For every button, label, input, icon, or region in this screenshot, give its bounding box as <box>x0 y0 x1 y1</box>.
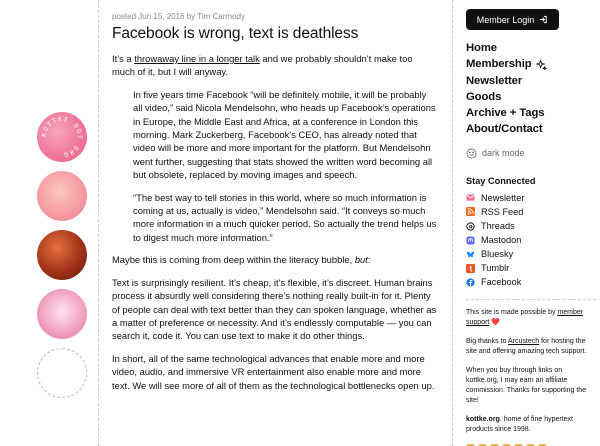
decor-dots <box>37 112 89 407</box>
nav-archive[interactable] <box>466 105 596 121</box>
hosting-note <box>466 337 596 357</box>
ring-text: KOTTKE DOT ORG <box>40 115 84 159</box>
social-mastodon[interactable] <box>466 233 596 247</box>
social-rss[interactable] <box>466 205 596 219</box>
newsletter-icon <box>466 193 475 202</box>
nav-membership-label: Membership <box>466 58 532 71</box>
support-pre: This site is made possible by <box>466 309 558 317</box>
social-tumblr[interactable] <box>466 261 596 275</box>
sparkle-icon <box>536 59 547 70</box>
social-bluesky-label: Bluesky <box>481 249 514 260</box>
social-bluesky[interactable] <box>466 247 596 261</box>
social-newsletter[interactable] <box>466 191 596 205</box>
divider-right <box>452 0 453 446</box>
nav-membership[interactable] <box>466 56 596 72</box>
p3-em: but <box>354 254 368 266</box>
decor-dot-empty <box>37 348 87 398</box>
footer-rest: . home of fine hypertext products since 1998. <box>466 416 573 434</box>
social-newsletter-label: Newsletter <box>481 192 525 203</box>
dark-mode-label: dark mode <box>482 148 525 159</box>
thanks-post: for hosting the site and offering amazing tech support. <box>466 338 587 356</box>
p3-pre: Maybe this is coming from deep within the literacy bubble, <box>112 254 355 266</box>
nav-archive-label: Archive + Tags <box>466 107 545 120</box>
paragraph-4: Text is surprisingly resilient. It’s cheap, it’s flexible, it’s discreet. Human brains process it absurdly well considering there’s nothing really built-in for it. Plenty of people can deal with text better than they can spoken language, whether as a matter of preference or necessity. And it’s endlessly computable — you can search it, code it. You can use text to make it do other things. <box>112 276 437 342</box>
main-nav <box>466 40 596 138</box>
article <box>112 12 438 401</box>
nav-home-label: Home <box>466 42 497 54</box>
paragraph-3 <box>112 253 438 266</box>
rss-icon <box>466 207 475 216</box>
nav-goods-label: Goods <box>466 90 502 103</box>
social-links <box>466 191 596 290</box>
intro-post: and we probably shouldn’t make too much of it, but I will anyway. <box>112 53 413 78</box>
social-mastodon-label: Mastodon <box>481 235 522 246</box>
byline: posted Jun 15, 2016 by Tim Carmody <box>112 12 245 21</box>
sidebar <box>466 9 596 446</box>
member-support-link[interactable]: member support <box>466 309 584 327</box>
facebook-icon <box>466 278 475 287</box>
arcustech-link[interactable]: Arcustech <box>508 338 540 346</box>
thanks-pre: Big thanks to <box>466 338 509 346</box>
talk-link[interactable]: throwaway line in a longer talk <box>134 53 260 64</box>
sidebar-divider <box>466 299 596 300</box>
kottke-ring-logo <box>37 112 87 162</box>
p3-post: : <box>367 254 371 266</box>
tumblr-icon <box>466 264 475 273</box>
footer-note <box>466 415 596 435</box>
nav-home[interactable] <box>466 40 596 56</box>
heart-icon: ❤️ <box>491 319 501 327</box>
login-arrow-icon <box>539 15 548 24</box>
nav-goods[interactable] <box>466 89 596 105</box>
kottke-logo-dot[interactable] <box>37 112 87 162</box>
threads-icon <box>466 222 475 231</box>
paragraph-5: In short, all of the same technological advances that enable more and more video, audio, and immersive VR entertainment also enable more and more text. We will see more of all of them as the technological bottlenecks open up. <box>112 352 435 391</box>
social-threads[interactable] <box>466 219 596 233</box>
dark-mode-toggle[interactable] <box>466 148 596 159</box>
social-facebook[interactable] <box>466 275 596 289</box>
mastodon-icon <box>466 236 475 245</box>
stay-connected-heading: Stay Connected <box>466 175 536 186</box>
decor-column <box>0 0 98 446</box>
blockquote-1: In five years time Facebook “will be definitely mobile, it will be probably all video,” said Nicola Mendelsohn, who heads up Facebook’s operations in Europe, the Middle East and Africa, at a conference in London this morning. Mark Zuckerberg, Facebook’s CEO, has already noted that video will be more and more important for the platform. But Mendelsohn went further, suggesting that stats showed the written word becoming all but obsolete, replaced by moving images and speech. <box>133 88 436 181</box>
social-threads-label: Threads <box>481 220 515 231</box>
svg-text:KOTTKE DOT ORG <box>41 116 83 158</box>
nav-newsletter-label: Newsletter <box>466 74 523 87</box>
article-title[interactable]: Facebook is wrong, text is deathless <box>112 25 359 42</box>
divider-left <box>98 0 99 446</box>
footer-site-name: kottke.org <box>466 416 500 424</box>
social-tumblr-label: Tumblr <box>481 263 510 274</box>
bluesky-icon <box>466 250 475 259</box>
decor-dot-pink <box>37 171 87 221</box>
member-login-button[interactable] <box>466 9 559 30</box>
smiley-icon <box>466 148 477 159</box>
social-facebook-label: Facebook <box>481 277 522 288</box>
intro-paragraph <box>112 52 438 79</box>
nav-about-label: About/Contact <box>466 123 543 136</box>
social-rss-label: RSS Feed <box>481 206 524 217</box>
support-note <box>466 308 596 328</box>
blockquote-2: “The best way to tell stories in this world, where so much information is coming at us, actually is video,” Mendelsohn said. “It conveys so much more information in a much quicker period. So actually the trend helps us to digest much more information.” <box>133 191 437 243</box>
decor-dot-rose <box>37 289 87 339</box>
nav-newsletter[interactable] <box>466 73 596 89</box>
decor-dot-orange <box>37 230 87 280</box>
intro-pre: It’s a <box>112 53 135 64</box>
nav-about[interactable] <box>466 121 596 137</box>
affiliate-note: When you buy through links on kottke.org, I may earn an affiliate commission. Thanks for supporting the site! <box>466 367 587 405</box>
member-login-label: Member Login <box>476 14 535 25</box>
